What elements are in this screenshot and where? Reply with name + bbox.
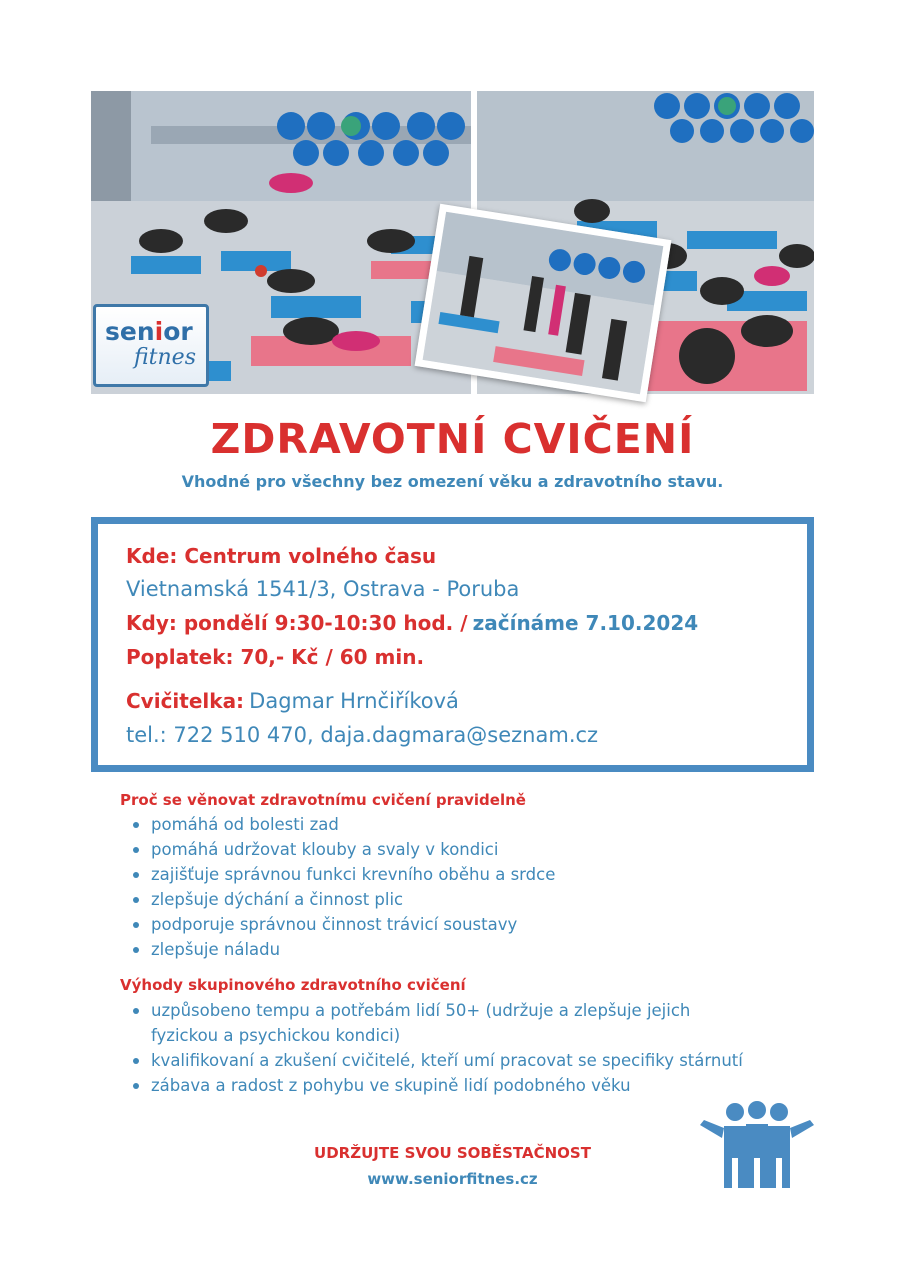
list-item: zábava a radost z pohybu ve skupině lidí podobného věku [0, 1073, 751, 1098]
where-label: Kde: Centrum volného času [126, 544, 437, 568]
logo-text-bottom: fitnes [134, 345, 196, 370]
list-item: pomáhá udržovat klouby a svaly v kondici [0, 837, 751, 862]
bullet-icon [133, 1058, 139, 1064]
seniorfitnes-logo [93, 304, 209, 387]
trainer-label: Cvičitelka: [126, 689, 245, 713]
list-item: pomáhá od bolesti zad [0, 812, 751, 837]
page-subtitle: Vhodné pro všechny bez omezení věku a zdravotního stavu. [181, 472, 724, 491]
benefits-title: Výhody skupinového zdravotního cvičení [120, 976, 466, 994]
logo-text-top: senior [105, 317, 193, 346]
bullet-icon [133, 872, 139, 878]
fee: Poplatek: 70,- Kč / 60 min. [126, 645, 425, 669]
start-date: začínáme 7.10.2024 [472, 611, 699, 635]
bullet-icon [133, 847, 139, 853]
why-list [0, 812, 751, 962]
when-label: Kdy: pondělí 9:30-10:30 hod. / [126, 611, 468, 635]
bullet-icon [133, 1008, 139, 1014]
trainer-line [126, 689, 459, 713]
page-title: ZDRAVOTNÍ CVIČENÍ [210, 415, 695, 463]
info-box [91, 517, 814, 772]
when-line [126, 611, 698, 635]
list-item: zajišťuje správnou funkci krevního oběhu a srdce [0, 862, 751, 887]
slogan: UDRŽUJTE SVOU SOBĚSTAČNOST [314, 1144, 591, 1162]
bullet-icon [133, 1083, 139, 1089]
list-item: uzpůsobeno tempu a potřebám lidí 50+ (udržuje a zlepšuje jejich fyzickou a psychickou kondici) [0, 998, 751, 1048]
list-item: kvalifikovaní a zkušení cvičitelé, kteří umí pracovat se specifiky stárnutí [0, 1048, 751, 1073]
bullet-icon [133, 897, 139, 903]
bullet-icon [133, 822, 139, 828]
benefits-list [0, 998, 751, 1098]
website-link[interactable]: www.seniorfitnes.cz [367, 1170, 538, 1188]
photo-collage [91, 91, 814, 394]
trainer-name: Dagmar Hrnčiříková [249, 689, 459, 713]
list-item: podporuje správnou činnost trávicí soustavy [0, 912, 751, 937]
address: Vietnamská 1541/3, Ostrava - Poruba [126, 577, 520, 601]
bullet-icon [133, 922, 139, 928]
bullet-icon [133, 947, 139, 953]
list-item: zlepšuje náladu [0, 937, 751, 962]
contact: tel.: 722 510 470, daja.dagmara@seznam.cz [126, 723, 599, 747]
why-title: Proč se věnovat zdravotnímu cvičení pravidelně [120, 791, 526, 809]
list-item: zlepšuje dýchání a činnost plic [0, 887, 751, 912]
